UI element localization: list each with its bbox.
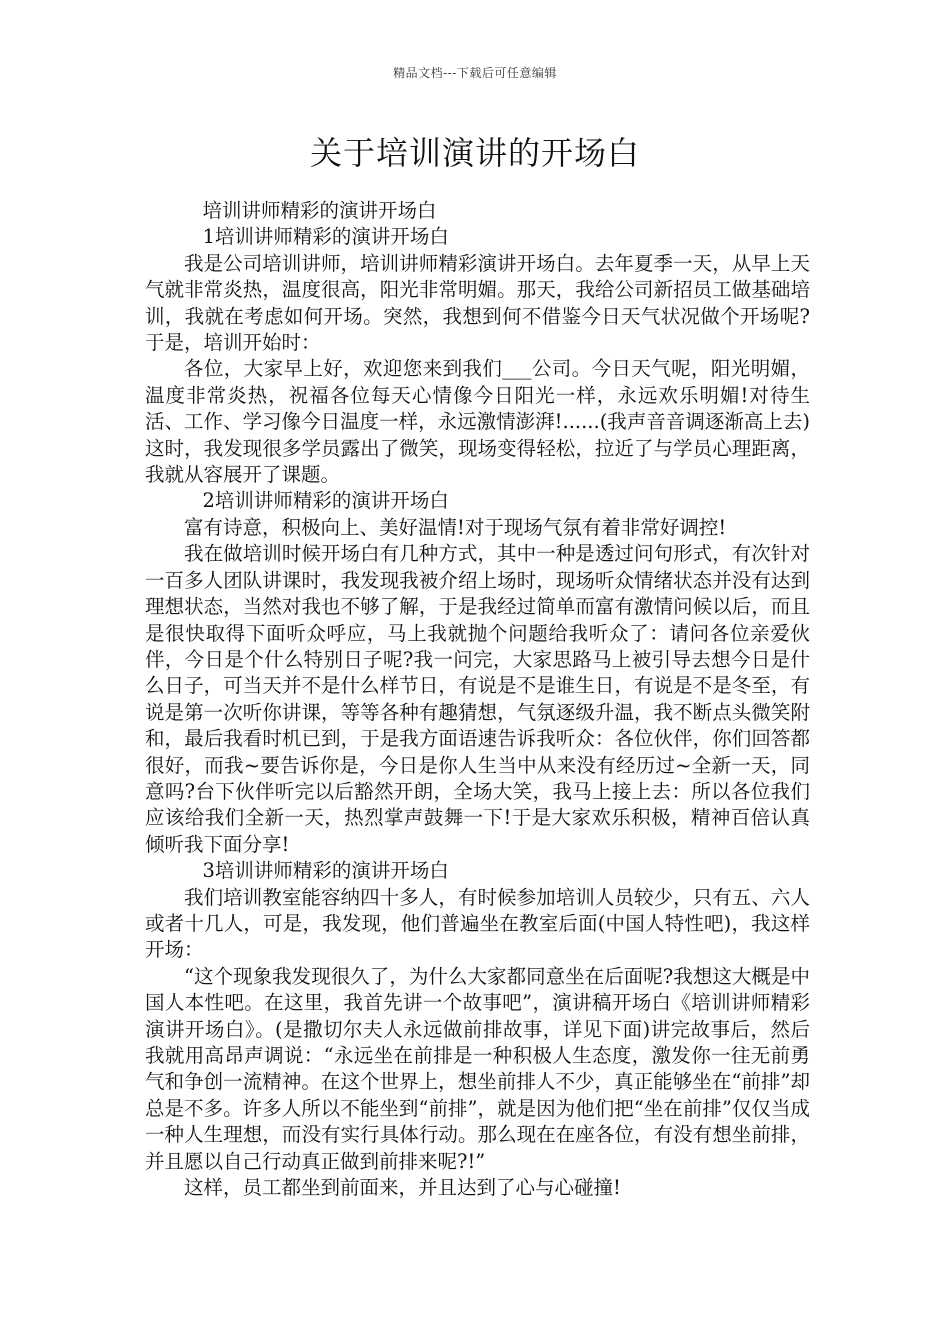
paragraph: 我在做培训时候开场白有几种方式，其中一种是透过问句形式，有次针对一百多人团队讲课时，我发现我被介绍上场时，现场听众情绪状态并没有达到理想状态，当然对我也不够了解，于是我经过简单而富有激情问候以后，而且是很快取得下面听众呼应，马上我就抛个问题给我听众了：请问各位亲爱伙伴，今日是个什么特别日子呢?我一问完，大家思路马上被引导去想今日是什么日子，可当天并不是什么样节日，有说是不是谁生日，有说是不是冬至，有说是第一次听你讲课，等等各种有趣猜想，气氛逐级升温，我不断点头微笑附和，最后我看时机已到，于是我方面语速告诉我听众：各位伙伴，你们回答都很好，而我~要告诉你是，今日是你人生当中从来没有经历过~全新一天，同意吗?台下伙伴听完以后豁然开朗，全场大笑，我马上接上去：所以各位我们应该给我们全新一天，热烈掌声鼓舞一下!于是大家欢乐积极，精神百倍认真倾听我下面分享! xyxy=(145,542,810,856)
paragraph: 各位，大家早上好，欢迎您来到我们___公司。今日天气呢，阳光明媚，温度非常炎热，祝福各位每天心情像今日阳光一样，永远欢乐明媚!对待生活、工作、学习像今日温度一样，永远激情澎湃!......(我声音音调逐渐高上去)这时，我发现很多学员露出了微笑，现场变得轻松，拉近了与学员心理距离，我就从容展开了课题。 xyxy=(145,357,810,487)
paragraph: 富有诗意，积极向上、美好温情!对于现场气氛有着非常好调控! xyxy=(184,515,727,539)
section-heading-1: 1培训讲师精彩的演讲开场白 xyxy=(202,225,449,249)
document-body xyxy=(145,198,810,1201)
document-title: 关于培训演讲的开场白 xyxy=(309,134,640,172)
paragraph: 我是公司培训讲师，培训讲师精彩演讲开场白。去年夏季一天，从早上天气就非常炎热，温度很高，阳光非常明媚。那天，我给公司新招员工做基础培训，我就在考虑如何开场。突然，我想到何不借鉴今日天气状况做个开场呢?于是，培训开始时： xyxy=(145,251,810,355)
section-heading-2: 2培训讲师精彩的演讲开场白 xyxy=(202,489,449,513)
paragraph: 我们培训教室能容纳四十多人，有时候参加培训人员较少，只有五、六人或者十几人，可是，我发现，他们普遍坐在教室后面(中国人特性吧)，我这样开场： xyxy=(145,885,810,962)
paragraph: “这个现象我发现很久了，为什么大家都同意坐在后面呢?我想这大概是中国人本性吧。在这里，我首先讲一个故事吧”，演讲稿开场白《培训讲师精彩演讲开场白》。(是撒切尔夫人永远做前排故事，详见下面)讲完故事后，然后我就用高昂声调说：“永远坐在前排是一种积极人生态度，激发你一往无前勇气和争创一流精神。在这个世界上，想坐前排人不少，真正能够坐在“前排”却总是不多。许多人所以不能坐到“前排”，就是因为他们把“坐在前排”仅仅当成一种人生理想，而没有实行具体行动。那么现在在座各位，有没有想坐前排，并且愿以自己行动真正做到前排来呢?!” xyxy=(145,964,810,1173)
header-note: 精品文档---下载后可任意编辑 xyxy=(393,66,557,80)
paragraph: 这样，员工都坐到前面来，并且达到了心与心碰撞! xyxy=(184,1176,621,1200)
section-heading-intro: 培训讲师精彩的演讲开场白 xyxy=(202,199,437,222)
section-heading-3: 3培训讲师精彩的演讲开场白 xyxy=(202,859,449,883)
